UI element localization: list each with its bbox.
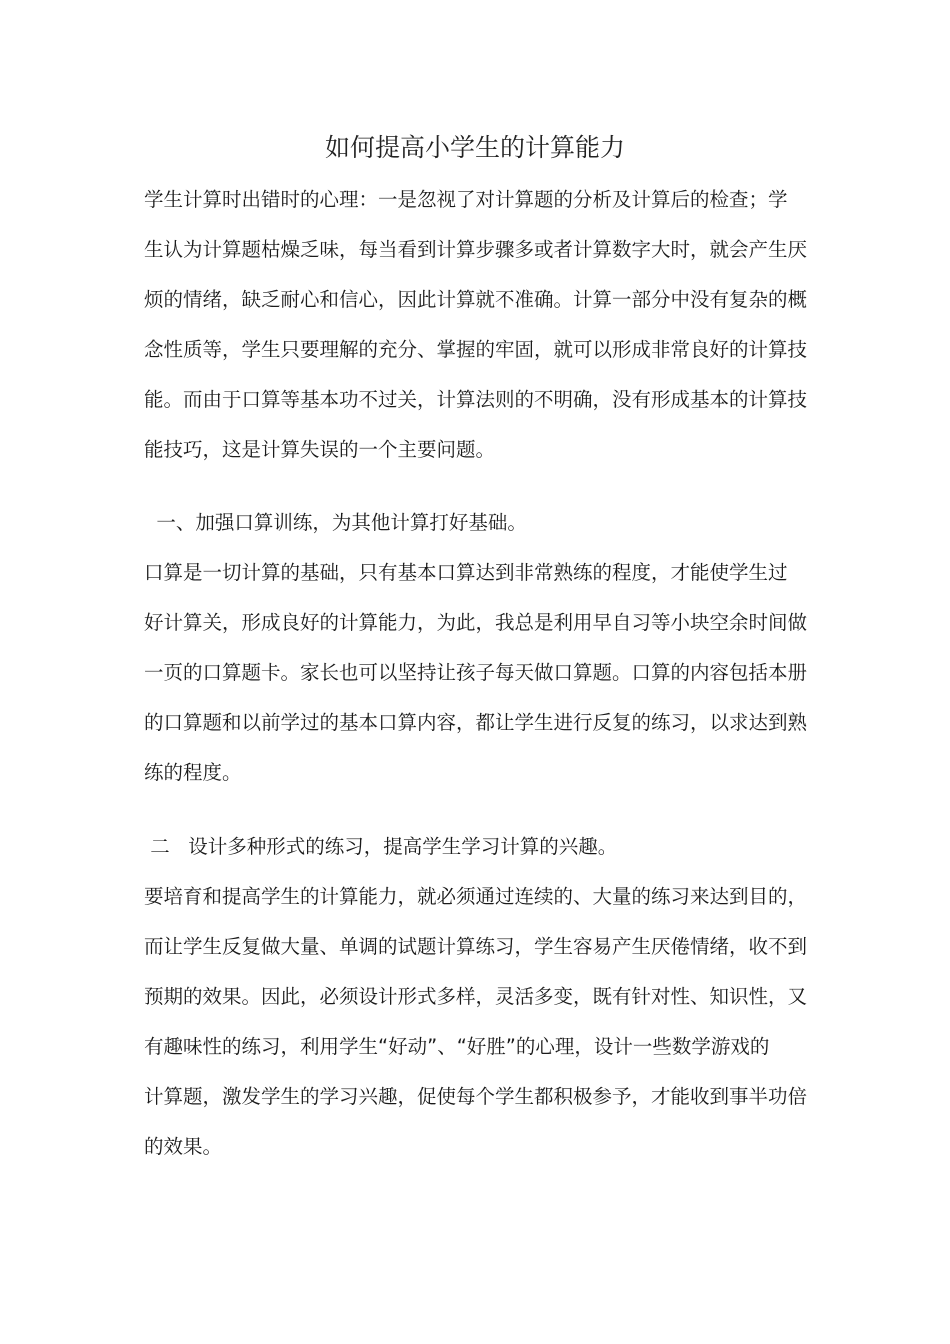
paragraph-line: 练的程度。 <box>144 761 242 784</box>
section-2-heading: 二 设计多种形式的练习，提高学生学习计算的兴趣。 <box>144 835 618 858</box>
paragraph-line: 口算是一切计算的基础，只有基本口算达到非常熟练的程度，才能使学生过 <box>144 561 788 584</box>
paragraph-line: 能。而由于口算等基本功不过关，计算法则的不明确，没有形成基本的计算技 <box>144 388 808 411</box>
paragraph-line: 预期的效果。因此，必须设计形式多样，灵活多变，既有针对性、知识性，又 <box>144 985 808 1008</box>
paragraph-line: 学生计算时出错时的心理：一是忽视了对计算题的分析及计算后的检查；学 <box>144 188 788 211</box>
paragraph-line: 计算题，激发学生的学习兴趣，促使每个学生都积极参予，才能收到事半功倍 <box>144 1085 808 1108</box>
paragraph-line: 一页的口算题卡。家长也可以坚持让孩子每天做口算题。口算的内容包括本册 <box>144 661 808 684</box>
paragraph-line: 念性质等，学生只要理解的充分、掌握的牢固，就可以形成非常良好的计算技 <box>144 338 808 361</box>
section-1-paragraph <box>144 548 808 798</box>
section-2-paragraph <box>144 872 808 1172</box>
paragraph-line: 要培育和提高学生的计算能力，就必须通过连续的、大量的练习来达到目的， <box>144 885 808 908</box>
document-title: 如何提高小学生的计算能力 <box>324 133 625 162</box>
paragraph-line: 生认为计算题枯燥乏味，每当看到计算步骤多或者计算数字大时，就会产生厌 <box>144 238 808 261</box>
paragraph-line: 的口算题和以前学过的基本口算内容，都让学生进行反复的练习，以求达到熟 <box>144 711 808 734</box>
paragraph-line: 而让学生反复做大量、单调的试题计算练习，学生容易产生厌倦情绪，收不到 <box>144 935 808 958</box>
paragraph-line: 的效果。 <box>144 1135 223 1158</box>
paragraph-line: 有趣味性的练习，利用学生“好动”、“好胜”的心理，设计一些数学游戏的 <box>144 1035 770 1058</box>
paragraph-line: 烦的情绪，缺乏耐心和信心，因此计算就不准确。计算一部分中没有复杂的概 <box>144 288 808 311</box>
paragraph-line: 好计算关，形成良好的计算能力，为此，我总是利用早自习等小块空余时间做 <box>144 611 808 634</box>
section-1-heading: 一、加强口算训练，为其他计算打好基础。 <box>144 511 527 534</box>
paragraph-line: 能技巧，这是计算失误的一个主要问题。 <box>144 438 496 461</box>
intro-paragraph <box>144 175 808 475</box>
